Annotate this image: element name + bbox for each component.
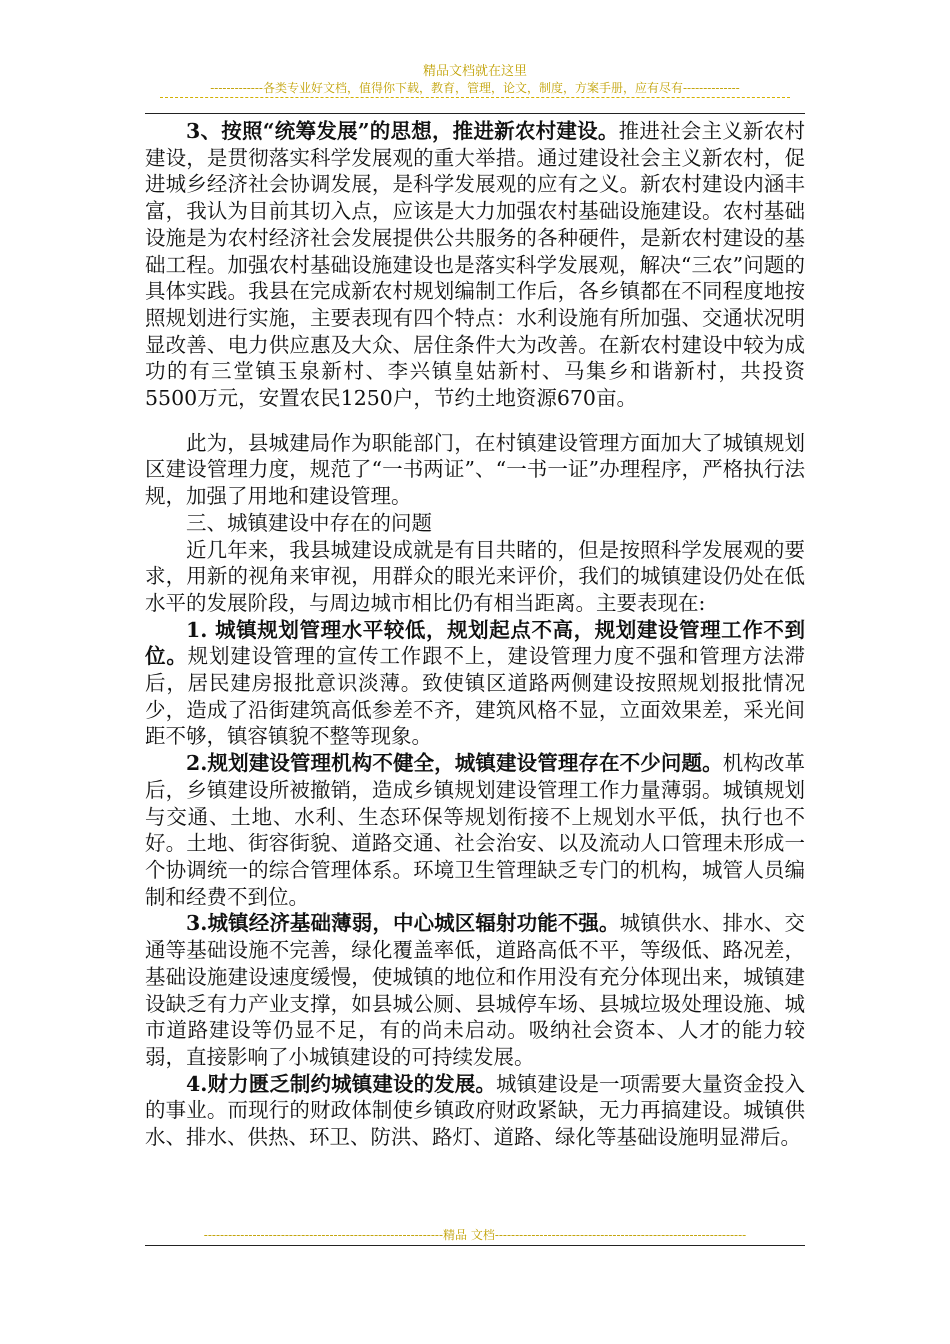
paragraph-text: 城镇供水、排水、交通等基础设施不完善，绿化覆盖率低，道路高低不平，等级低、路况差，基础设施建设速度缓慢，使城镇的地位和作用没有充分体现出来，城镇建设缺乏有力产业支撑，如县城公厕、县城停车场、县城垃圾处理设施、城市道路建设等仍显不足，有的尚未启动。吸纳社会资本、人才的能力较弱，直接影响了小城镇建设的可持续发展。	[145, 911, 805, 1069]
paragraph-problem-2	[145, 750, 805, 910]
header-title: 精品文档就在这里	[422, 64, 527, 79]
problem-2-heading: 2.规划建设管理机构不健全，城镇建设管理存在不少问题。	[186, 751, 723, 776]
paragraph-new-rural-construction	[145, 118, 805, 412]
header-tagline: -------------各类专业好文档，值得你下载，教育，管理，论文，制度，方案手册，应有尽有--------------	[210, 81, 740, 95]
paragraph-problem-1	[145, 617, 805, 751]
footer-text: -----------------------------------------------------------精品 文档--------------------------------------------------------------	[203, 1228, 747, 1242]
paragraph-management: 此为，县城建局作为职能部门，在村镇建设管理方面加大了城镇规划区建设管理力度，规范了“一书两证”、“一书一证”办理程序，严格执行法规，加强了用地和建设管理。	[145, 430, 805, 509]
paragraph-problem-3	[145, 910, 805, 1070]
paragraph-problems-intro: 近几年来，我县城建设成就是有目共睹的，但是按照科学发展观的要求，用新的视角来审视，用群众的眼光来评价，我们的城镇建设仍处在低水平的发展阶段，与周边城市相比仍有相当距离。主要表现在:	[145, 537, 805, 615]
bottom-rule	[145, 1245, 805, 1246]
problem-1-heading: 1. 城镇规划管理水平较低，规划起点不高，规划建设管理工作不到位。	[145, 617, 805, 669]
header-dashed-divider	[160, 97, 790, 98]
paragraph-gap	[145, 412, 805, 430]
problem-4-heading: 4.财力匮乏制约城镇建设的发展。	[186, 1071, 497, 1096]
paragraph-text: 城镇建设是一项需要大量资金投入的事业。而现行的财政体制使乡镇政府财政紧缺，无力再搞建设。城镇供水、排水、供热、环卫、防洪、路灯、道路、绿化等基础设施明显滞后。	[145, 1071, 806, 1150]
paragraph-text: 机构改革后，乡镇建设所被撤销，造成乡镇规划建设管理工作力量薄弱。城镇规划与交通、土地、水利、生态环保等规划衔接不上规划水平低，执行也不好。土地、街容街貌、道路交通、社会治安、以及流动人口管理未形成一个协调统一的综合管理体系。环境卫生管理缺乏专门的机构，城管人员编制和经费不到位。	[145, 751, 806, 909]
problem-3-heading: 3.城镇经济基础薄弱，中心城区辐射功能不强。	[186, 911, 620, 936]
paragraph-text: 推进社会主义新农村建设，是贯彻落实科学发展观的重大举措。通过建设社会主义新农村，促进城乡经济社会协调发展，是科学发展观的应有之义。新农村建设内涵丰富，我认为目前其切入点，应该是大力加强农村基础设施建设。农村基础设施是为农村经济社会发展提供公共服务的各种硬件，是新农村建设的基础工程。加强农村基础设施建设也是落实科学发展观，解决“三农”问题的具体实践。我县在完成新农村规划编制工作后，各乡镇都在不同程度地按照规划进行实施，主要表现有四个特点：水利设施有所加强、交通状况明显改善、电力供应惠及大众、居住条件大为改善。在新农村建设中较为成功的有三堂镇玉泉新村、李兴镇皇姑新村、马集乡和谐新村，共投资5500万元，安置农民1250户，节约土地资源670亩。	[145, 119, 805, 411]
paragraph-problem-4	[145, 1071, 805, 1151]
heading-new-rural-construction: 3、按照“统筹发展”的思想，推进新农村建设。	[186, 119, 619, 143]
top-rule	[145, 113, 805, 114]
paragraph-text: 规划建设管理的宣传工作跟不上，建设管理力度不强和管理方法滞后，居民建房报批意识淡薄。致使镇区道路两侧建设按照规划报批情况少，造成了沿街建筑高低参差不齐，建筑风格不显，立面效果差，采光间距不够，镇容镇貌不整等现象。	[145, 644, 806, 749]
document-body	[145, 118, 805, 1151]
section-heading-problems: 三、城镇建设中存在的问题	[186, 510, 432, 535]
